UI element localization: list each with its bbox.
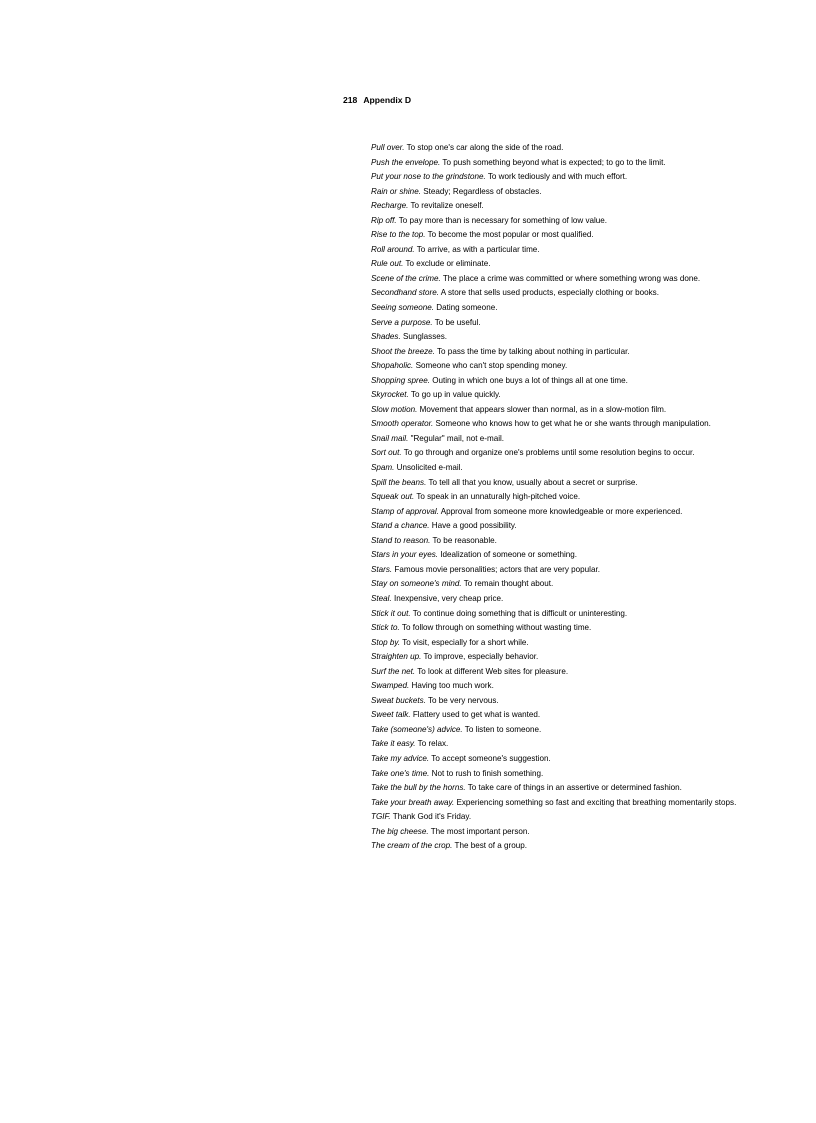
glossary-term: Stick it out. [371, 608, 411, 618]
glossary-term: Scene of the crime. [371, 273, 441, 283]
glossary-definition: To look at different Web sites for pleasure. [417, 666, 569, 676]
glossary-term: Rule out. [371, 259, 404, 269]
glossary-definition: To tell all that you know, usually about a secret or surprise. [428, 477, 638, 487]
glossary-term: Take (someone's) advice. [371, 724, 463, 734]
glossary-definition: "Regular" mail, not e-mail. [410, 433, 505, 443]
glossary-term: Stamp of approval. [371, 506, 439, 516]
section-title: Appendix D [363, 95, 412, 105]
glossary-definition: To exclude or eliminate. [405, 259, 491, 269]
glossary-definition: Unsolicited e-mail. [396, 463, 463, 473]
glossary-definition: To continue doing something that is difficult or uninteresting. [412, 608, 628, 618]
glossary-definition: The best of a group. [454, 841, 527, 851]
glossary-term: Spill the beans. [371, 477, 427, 487]
glossary-definition: To work tediously and with much effort. [487, 172, 628, 182]
glossary-entry [371, 621, 811, 636]
glossary-entry [371, 228, 811, 243]
glossary-entry [371, 563, 811, 578]
glossary-term: Push the envelope. [371, 157, 441, 167]
glossary-definition: To visit, especially for a short while. [402, 637, 529, 647]
glossary-entry [371, 403, 811, 418]
glossary-definition: To revitalize oneself. [410, 201, 484, 211]
glossary-term: Shopaholic. [371, 361, 414, 371]
glossary-entry [371, 156, 811, 171]
glossary-entry [371, 374, 811, 389]
glossary-entry [371, 781, 811, 796]
glossary-term: Take it easy. [371, 739, 416, 749]
glossary-entry [371, 548, 811, 563]
glossary-term: Snail mail. [371, 433, 409, 443]
glossary-definition: To pay more than is necessary for something of low value. [398, 215, 608, 225]
glossary-definition: Inexpensive, very cheap price. [393, 593, 504, 603]
glossary-term: Stop by. [371, 637, 401, 647]
glossary-term: Skyrocket. [371, 390, 409, 400]
glossary-entry [371, 505, 811, 520]
glossary-term: Take my advice. [371, 753, 430, 763]
glossary-entry [371, 679, 811, 694]
glossary-definition: To follow through on something without wasting time. [401, 623, 592, 633]
glossary-entry [371, 825, 811, 840]
glossary-entry [371, 636, 811, 651]
glossary-term: Take your breath away. [371, 797, 455, 807]
glossary-term: Surf the net. [371, 666, 416, 676]
glossary-definition: To push something beyond what is expected; to go to the limit. [442, 157, 666, 167]
glossary-entry [371, 796, 811, 811]
glossary-definition: To take care of things in an assertive or determined fashion. [467, 783, 682, 793]
glossary-term: Rain or shine. [371, 186, 421, 196]
glossary-entry [371, 330, 811, 345]
glossary-term: Sweat buckets. [371, 695, 426, 705]
glossary-definition: Sunglasses. [402, 332, 448, 342]
glossary-definition: Outing in which one buys a lot of things all at one time. [432, 375, 628, 385]
glossary-term: Sweet talk. [371, 710, 411, 720]
page-number: 218 [343, 95, 358, 105]
glossary-entry [371, 199, 811, 214]
glossary-term: Spam. [371, 463, 395, 473]
glossary-term: Straighten up. [371, 652, 422, 662]
glossary-entry [371, 519, 811, 534]
glossary-entry [371, 694, 811, 709]
glossary-term: Steal. [371, 593, 392, 603]
glossary-definition: Idealization of someone or something. [440, 550, 578, 560]
glossary-term: Stand to reason. [371, 535, 431, 545]
glossary-entry [371, 752, 811, 767]
glossary-entry [371, 359, 811, 374]
glossary-term: TGIF. [371, 812, 391, 822]
glossary-entry [371, 476, 811, 491]
glossary-definition: To be useful. [434, 317, 481, 327]
glossary-definition: To stop one's car along the side of the road. [406, 143, 564, 152]
glossary-definition: To pass the time by talking about nothing in particular. [437, 346, 630, 356]
glossary-entry [371, 272, 811, 287]
glossary-term: Rise to the top. [371, 230, 426, 240]
glossary-term: Stars in your eyes. [371, 550, 439, 560]
glossary-definition: Dating someone. [436, 303, 498, 313]
glossary-term: Pull over. [371, 143, 405, 152]
glossary-term: Shades. [371, 332, 401, 342]
glossary-entry [371, 461, 811, 476]
glossary-entry [371, 767, 811, 782]
glossary-entry [371, 388, 811, 403]
glossary-definition: The place a crime was committed or where something wrong was done. [442, 273, 701, 283]
glossary-definition: To accept someone's suggestion. [431, 753, 551, 763]
glossary-definition: To remain thought about. [463, 579, 554, 589]
glossary-definition: Someone who can't stop spending money. [415, 361, 568, 371]
glossary-definition: Flattery used to get what is wanted. [412, 710, 541, 720]
glossary-entry [371, 243, 811, 258]
glossary-term: Smooth operator. [371, 419, 434, 429]
glossary-term: Slow motion. [371, 404, 418, 414]
glossary-entry [371, 490, 811, 505]
glossary-definition: To be very nervous. [428, 695, 499, 705]
glossary-term: Sort out. [371, 448, 402, 458]
glossary-entry [371, 534, 811, 549]
glossary-definition: To relax. [417, 739, 449, 749]
glossary-entry [371, 723, 811, 738]
glossary-entry [371, 170, 811, 185]
glossary-entry [371, 345, 811, 360]
glossary-entry [371, 607, 811, 622]
glossary-term: Secondhand store. [371, 288, 439, 298]
glossary-entry [371, 417, 811, 432]
glossary-definition: Have a good possibility. [431, 521, 517, 531]
glossary-entry [371, 592, 811, 607]
glossary-term: Stars. [371, 564, 393, 574]
glossary-entry [371, 577, 811, 592]
glossary-term: Take the bull by the horns. [371, 783, 466, 793]
glossary-entry [371, 214, 811, 229]
glossary-definition: Experiencing something so fast and exciting that breathing momentarily stops. [456, 797, 737, 807]
glossary-definition: Thank God it's Friday. [392, 812, 472, 822]
glossary-entry [371, 446, 811, 461]
glossary-term: The cream of the crop. [371, 841, 453, 851]
glossary-entry [371, 650, 811, 665]
glossary-definition: To arrive, as with a particular time. [416, 244, 540, 254]
glossary-term: Recharge. [371, 201, 409, 211]
glossary-definition: Movement that appears slower than normal, as in a slow-motion film. [419, 404, 667, 414]
glossary-definition: The most important person. [430, 826, 530, 836]
glossary-term: Rip off. [371, 215, 397, 225]
glossary-definition: Not to rush to finish something. [431, 768, 544, 778]
glossary-entry [371, 665, 811, 680]
glossary-entry [371, 432, 811, 447]
glossary-term: Serve a purpose. [371, 317, 433, 327]
glossary-entry [371, 185, 811, 200]
glossary-term: Put your nose to the grindstone. [371, 172, 486, 182]
glossary-definition: To speak in an unnaturally high-pitched voice. [416, 492, 581, 502]
glossary-definition: To be reasonable. [432, 535, 497, 545]
glossary-definition: Approval from someone more knowledgeable or more experienced. [440, 506, 683, 516]
glossary-entry [371, 141, 811, 156]
glossary-term: Roll around. [371, 244, 415, 254]
glossary-entry [371, 810, 811, 825]
glossary-entry [371, 708, 811, 723]
glossary-definition: To go up in value quickly. [410, 390, 501, 400]
glossary-entry [371, 839, 811, 854]
glossary-term: Stick to. [371, 623, 400, 633]
glossary-term: Stay on someone's mind. [371, 579, 462, 589]
glossary-definition: To listen to someone. [464, 724, 542, 734]
glossary-entry [371, 316, 811, 331]
glossary-entry [371, 301, 811, 316]
glossary-definition: A store that sells used products, especially clothing or books. [440, 288, 659, 298]
glossary-definition: Steady; Regardless of obstacles. [423, 186, 542, 196]
glossary-definition: Famous movie personalities; actors that are very popular. [394, 564, 600, 574]
glossary-term: Shopping spree. [371, 375, 430, 385]
glossary-term: Swamped. [371, 681, 410, 691]
glossary-term: Stand a chance. [371, 521, 430, 531]
glossary-definition: To become the most popular or most qualified. [427, 230, 594, 240]
running-header [343, 95, 411, 105]
glossary-definition: To improve, especially behavior. [423, 652, 539, 662]
glossary-definition: Someone who knows how to get what he or she wants through manipulation. [435, 419, 711, 429]
glossary-entry [371, 286, 811, 301]
glossary-entry [371, 257, 811, 272]
glossary-definition: To go through and organize one's problems until some resolution begins to occur. [403, 448, 695, 458]
glossary-term: Take one's time. [371, 768, 430, 778]
glossary-term: Seeing someone. [371, 303, 434, 313]
glossary-term: Shoot the breeze. [371, 346, 435, 356]
glossary-entry [371, 737, 811, 752]
glossary-term: Squeak out. [371, 492, 415, 502]
glossary-term: The big cheese. [371, 826, 429, 836]
glossary-definition: Having too much work. [411, 681, 494, 691]
glossary-list [371, 141, 811, 854]
